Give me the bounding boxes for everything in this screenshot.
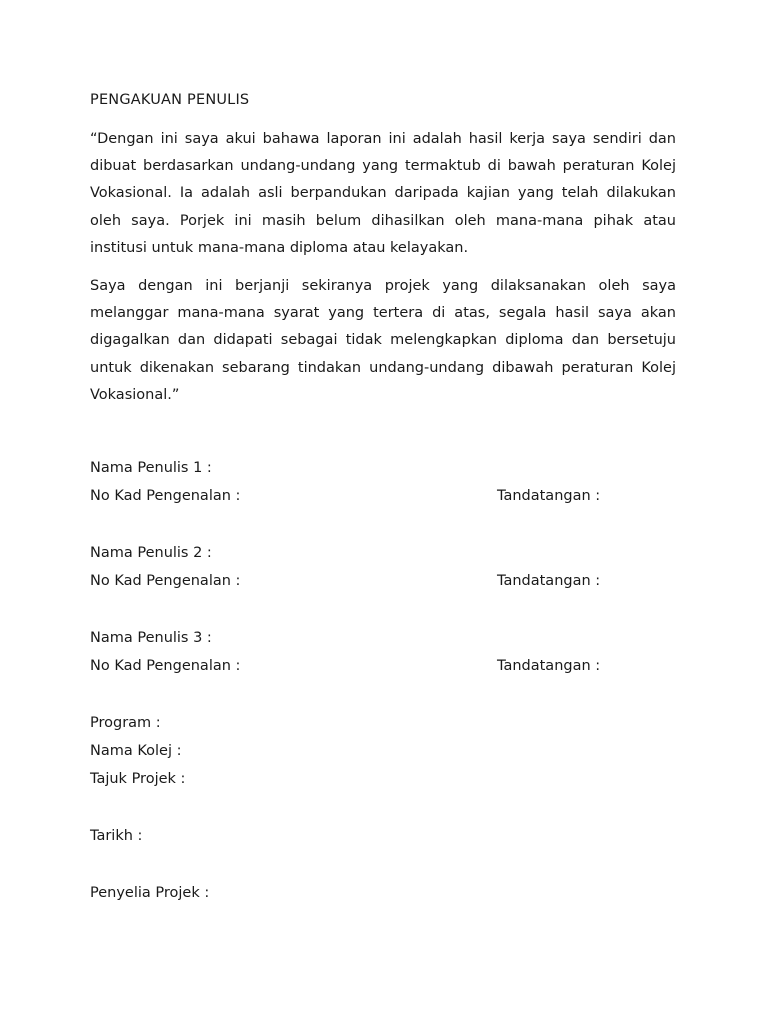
writer-3-signature-label: Tandatangan : xyxy=(497,658,601,674)
document-title: PENGAKUAN PENULIS xyxy=(90,92,250,108)
writer-2-signature-label: Tandatangan : xyxy=(497,573,601,589)
writer-3-ic-label: No Kad Pengenalan : xyxy=(90,658,241,674)
declaration-paragraph-1: “Dengan ini saya akui bahawa laporan ini adalah hasil kerja saya sendiri dan dibuat berdasarkan undang-undang yang termaktub di bawah peraturan Kolej Vokasional. Ia adalah asli berpandukan daripada kajian yang telah dilakukan oleh saya. Porjek ini masih belum dihasilkan oleh mana-mana pihak atau institusi untuk mana-mana diploma atau kelayakan. xyxy=(90,131,676,256)
declaration-paragraph-2: Saya dengan ini berjanji sekiranya projek yang dilaksanakan oleh saya melanggar mana-mana syarat yang tertera di atas, segala hasil saya akan digagalkan dan didapati sebagai tidak melengkapkan diploma dan bersetuju untuk dikenakan sebarang tindakan undang-undang dibawah peraturan Kolej Vokasional.” xyxy=(90,278,676,403)
writer-1-name-label: Nama Penulis 1 : xyxy=(90,460,212,476)
project-title-label: Tajuk Projek : xyxy=(90,771,186,787)
writer-3-name-label: Nama Penulis 3 : xyxy=(90,630,212,646)
program-label: Program : xyxy=(90,715,161,731)
writer-1-signature-label: Tandatangan : xyxy=(497,488,601,504)
writer-2-name-label: Nama Penulis 2 : xyxy=(90,545,212,561)
writer-1-ic-label: No Kad Pengenalan : xyxy=(90,488,241,504)
supervisor-label: Penyelia Projek : xyxy=(90,885,210,901)
writer-2-ic-label: No Kad Pengenalan : xyxy=(90,573,241,589)
date-label: Tarikh : xyxy=(90,828,143,844)
college-name-label: Nama Kolej : xyxy=(90,743,182,759)
